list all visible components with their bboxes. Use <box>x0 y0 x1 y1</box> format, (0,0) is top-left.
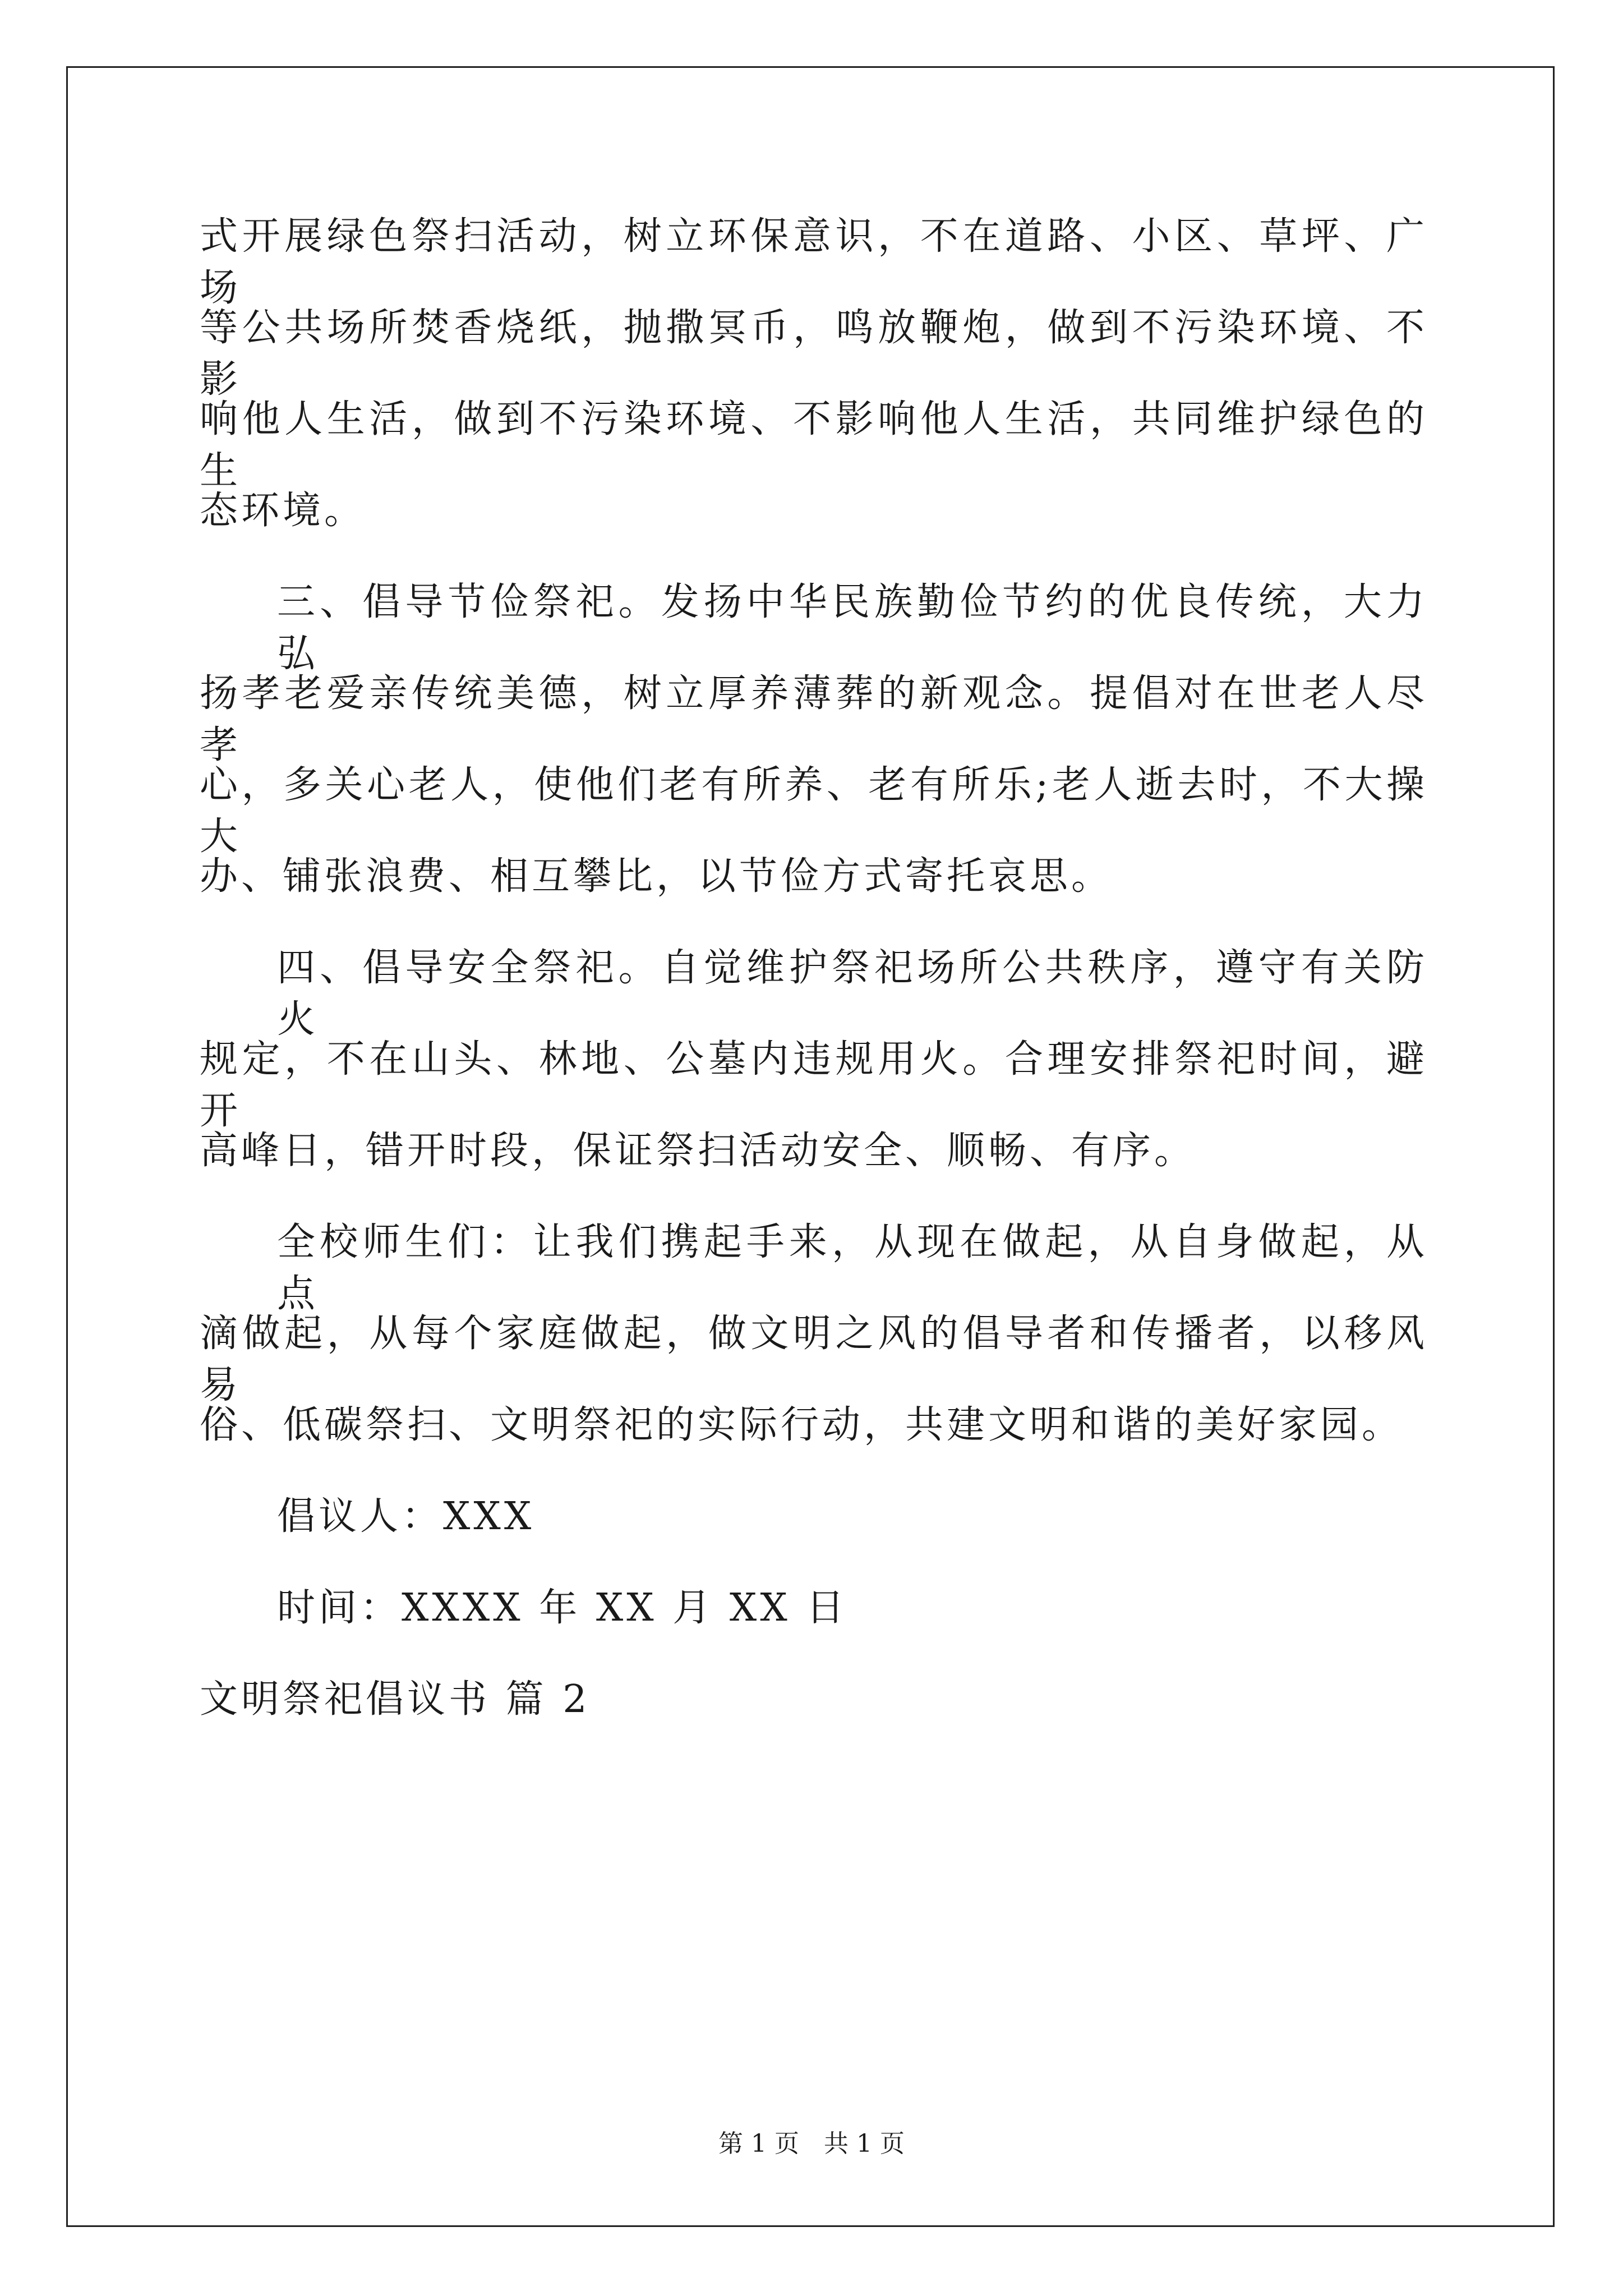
section-heading: 文明祭祀倡议书 篇 2 <box>200 1677 591 1722</box>
page-number-total: 共 1 页 <box>824 2129 905 2158</box>
paragraph-line: 式开展绿色祭扫活动，树立环保意识，不在道路、小区、草坪、广场 <box>200 214 1428 310</box>
initiator-line: 倡议人：XXX <box>277 1494 535 1539</box>
paragraph-line: 响他人生活，做到不污染环境、不影响他人生活，共同维护绿色的生 <box>200 397 1428 493</box>
paragraph-line: 三、倡导节俭祭祀。发扬中华民族勤俭节约的优良传统，大力弘 <box>277 580 1428 676</box>
paragraph-line: 等公共场所焚香烧纸，抛撒冥币，鸣放鞭炮，做到不污染环境、不影 <box>200 306 1428 402</box>
paragraph-line: 俗、低碳祭扫、文明祭祀的实际行动，共建文明和谐的美好家园。 <box>200 1403 1404 1447</box>
paragraph-line: 办、铺张浪费、相互攀比，以节俭方式寄托哀思。 <box>200 854 1113 899</box>
paragraph-line: 高峰日，错开时段，保证祭扫活动安全、顺畅、有序。 <box>200 1129 1196 1173</box>
paragraph-line: 四、倡导安全祭祀。自觉维护祭祀场所公共秩序，遵守有关防火 <box>277 946 1428 1042</box>
paragraph-line: 滴做起，从每个家庭做起，做文明之风的倡导者和传播者，以移风易 <box>200 1312 1428 1407</box>
paragraph-line: 心，多关心老人，使他们老有所养、老有所乐;老人逝去时，不大操大 <box>200 763 1428 859</box>
paragraph-line: 全校师生们：让我们携起手来，从现在做起，从自身做起，从点 <box>277 1220 1428 1316</box>
paragraph-line: 规定，不在山头、林地、公墓内违规用火。合理安排祭祀时间，避开 <box>200 1037 1428 1133</box>
page-footer <box>0 2127 1623 2161</box>
paragraph-line: 态环境。 <box>200 489 366 533</box>
paragraph-line: 扬孝老爱亲传统美德，树立厚养薄葬的新观念。提倡对在世老人尽孝 <box>200 671 1428 767</box>
date-line: 时间：XXXX 年 XX 月 XX 日 <box>277 1586 848 1630</box>
page-number-current: 第 1 页 <box>718 2129 799 2158</box>
